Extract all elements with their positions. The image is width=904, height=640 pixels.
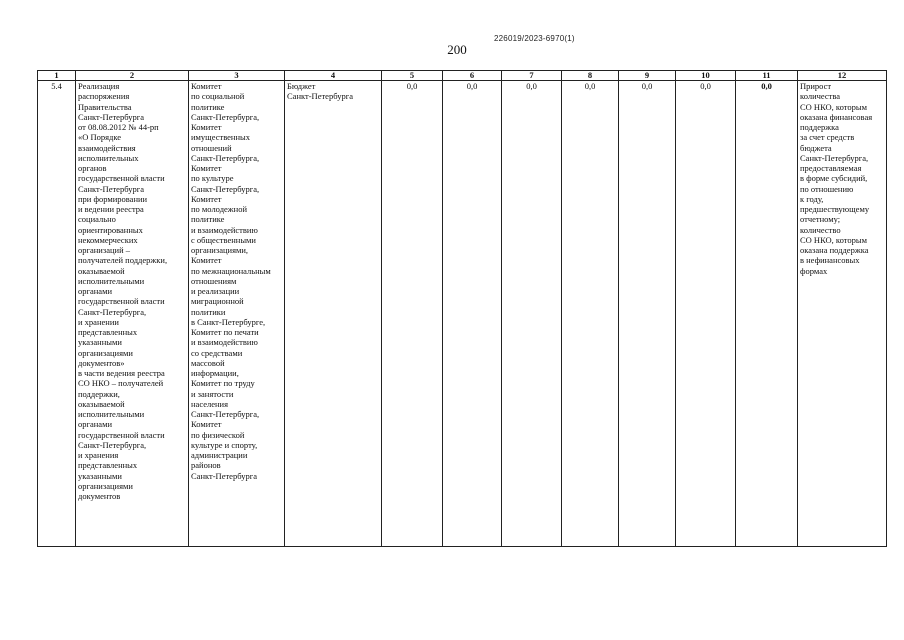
executors-cell	[189, 81, 285, 547]
measure-line: организаций –	[78, 245, 131, 255]
result-line: СО НКО, которым	[800, 101, 867, 112]
measure-line: документов	[78, 491, 121, 501]
value-cell-9: 0,0	[619, 81, 676, 547]
column-number-9: 9	[619, 71, 676, 81]
executor-line: по физической	[191, 429, 245, 440]
measure-line: Санкт-Петербурга	[78, 111, 144, 122]
page-number: 200	[447, 42, 467, 57]
measure-line: документов»	[78, 357, 125, 368]
result-line: предоставляемая	[800, 163, 862, 173]
measure-line: органов	[78, 163, 107, 173]
executor-line: политике	[191, 101, 225, 112]
measure-line: организациями	[78, 347, 133, 358]
executor-line: по культуре	[191, 173, 234, 184]
result-line: к году,	[800, 193, 824, 204]
document-stamp: 226019/2023-6970(1)	[494, 34, 575, 43]
executor-line: организациями,	[191, 245, 249, 255]
measure-line: Правительства	[78, 101, 132, 112]
measure-cell	[76, 81, 189, 547]
executor-line: Комитет	[191, 163, 222, 173]
table-row	[38, 81, 887, 547]
executor-line: с общественными	[191, 234, 256, 245]
measure-line: оказываемой	[78, 398, 125, 409]
measure-line: государственной власти	[78, 173, 165, 184]
result-line: поддержка	[800, 122, 839, 132]
measure-line: и хранения	[78, 450, 119, 460]
column-number-3: 3	[189, 71, 285, 81]
measure-line: и хранении	[78, 316, 119, 327]
executor-line: Комитет по печати	[191, 327, 259, 337]
executor-line: Санкт-Петербурга,	[191, 111, 260, 122]
executor-line: отношений	[191, 142, 232, 153]
measure-line: ориентированных	[78, 224, 143, 235]
executor-line: и взаимодействию	[191, 224, 258, 235]
measure-line: представленных	[78, 327, 138, 337]
measure-line: Санкт-Петербурга	[78, 183, 144, 194]
result-line: СО НКО, которым	[800, 234, 867, 245]
result-line: за счет средств	[800, 132, 855, 143]
executor-line: и занятости	[191, 388, 234, 399]
row-index: 5.4	[38, 81, 76, 547]
executor-line: и взаимодействию	[191, 337, 258, 348]
measure-line: государственной власти	[78, 296, 165, 307]
result-line: предшествующему	[800, 204, 870, 214]
result-line: количества	[800, 91, 841, 102]
value-cell-7: 0,0	[502, 81, 562, 547]
executor-line: массовой	[191, 357, 225, 368]
column-number-4: 4	[285, 71, 382, 81]
result-line: Санкт-Петербурга,	[800, 152, 869, 163]
result-line: оказана поддержка	[800, 245, 869, 255]
executor-line: политике	[191, 214, 225, 225]
measure-line: СО НКО – получателей	[78, 378, 164, 389]
result-line: отчетному;	[800, 214, 841, 225]
measure-line: от 08.08.2012 № 44-рп	[78, 122, 159, 132]
executor-line: миграционной	[191, 296, 244, 307]
executor-line: и реализации	[191, 286, 240, 296]
column-number-8: 8	[562, 71, 619, 81]
measure-line: некоммерческих	[78, 234, 138, 245]
funding-source-line: Санкт-Петербурга	[287, 91, 353, 102]
column-number-10: 10	[676, 71, 736, 81]
executor-line: Комитет	[191, 255, 222, 266]
result-line: по отношению	[800, 183, 854, 194]
measure-line: указанными	[78, 337, 122, 348]
executor-line: Комитет по труду	[191, 378, 255, 389]
executor-line: районов	[191, 460, 221, 471]
measure-line: Реализация	[78, 81, 120, 91]
measure-line: в части ведения реестра	[78, 368, 165, 378]
funding-source-line: Бюджет	[287, 81, 316, 91]
executor-line: по молодежной	[191, 204, 248, 214]
value-cell-10: 0,0	[676, 81, 736, 547]
measure-line: «О Порядке	[78, 132, 122, 143]
column-number-row	[38, 71, 887, 81]
result-line: в форме субсидий,	[800, 173, 868, 184]
measure-line: при формировании	[78, 193, 148, 204]
value-cell-11: 0,0	[736, 81, 798, 547]
result-line: оказана финансовая	[800, 111, 873, 122]
measure-line: исполнительных	[78, 152, 139, 163]
executor-line: в Санкт-Петербурге,	[191, 316, 266, 327]
executor-line: Комитет	[191, 122, 222, 132]
result-cell	[798, 81, 887, 547]
executor-line: по социальной	[191, 91, 245, 102]
column-number-7: 7	[502, 71, 562, 81]
column-number-6: 6	[443, 71, 502, 81]
executor-line: Комитет	[191, 193, 222, 204]
executor-line: администрации	[191, 450, 248, 460]
executor-line: информации,	[191, 368, 239, 378]
measure-line: распоряжения	[78, 91, 130, 102]
measure-line: поддержки,	[78, 388, 120, 399]
measure-line: органами	[78, 419, 113, 430]
result-line: количество	[800, 224, 841, 235]
executor-line: имущественных	[191, 132, 250, 143]
measure-line: Санкт-Петербурга,	[78, 306, 147, 317]
measure-line: указанными	[78, 470, 122, 481]
result-line: бюджета	[800, 142, 832, 153]
executor-line: Комитет	[191, 419, 222, 430]
executor-line: Комитет	[191, 81, 222, 91]
executor-line: по межнациональным	[191, 265, 271, 276]
executor-line: Санкт-Петербурга,	[191, 183, 260, 194]
funding-source-cell	[285, 81, 382, 547]
measure-line: получателей поддержки,	[78, 255, 168, 266]
executor-line: Санкт-Петербурга,	[191, 152, 260, 163]
value-cell-5: 0,0	[382, 81, 443, 547]
column-number-11: 11	[736, 71, 798, 81]
executor-line: культуре и спорту,	[191, 439, 258, 450]
measure-line: государственной власти	[78, 429, 165, 440]
executor-line: Санкт-Петербурга,	[191, 409, 260, 419]
measure-line: взаимодействия	[78, 142, 136, 153]
value-cell-8: 0,0	[562, 81, 619, 547]
value-cell-6: 0,0	[443, 81, 502, 547]
column-number-5: 5	[382, 71, 443, 81]
result-line: Прирост	[800, 81, 832, 91]
executor-line: Санкт-Петербурга	[191, 470, 257, 481]
column-number-2: 2	[76, 71, 189, 81]
measure-line: Санкт-Петербурга,	[78, 439, 147, 450]
measure-line: оказываемой	[78, 265, 125, 276]
measure-line: и ведении реестра	[78, 204, 144, 214]
measure-line: организациями	[78, 480, 133, 491]
measure-line: исполнительными	[78, 275, 145, 286]
measure-line: представленных	[78, 460, 138, 471]
executor-line: политики	[191, 306, 226, 317]
executor-line: отношениям	[191, 275, 237, 286]
executor-line: со средствами	[191, 347, 243, 358]
executor-line: населения	[191, 398, 228, 409]
column-number-1: 1	[38, 71, 76, 81]
result-line: в нефинансовых	[800, 255, 860, 266]
result-line: формах	[800, 265, 828, 276]
measure-line: социально	[78, 214, 116, 225]
program-table	[37, 70, 887, 547]
measure-line: исполнительными	[78, 409, 145, 419]
measure-line: органами	[78, 286, 113, 296]
column-number-12: 12	[798, 71, 887, 81]
